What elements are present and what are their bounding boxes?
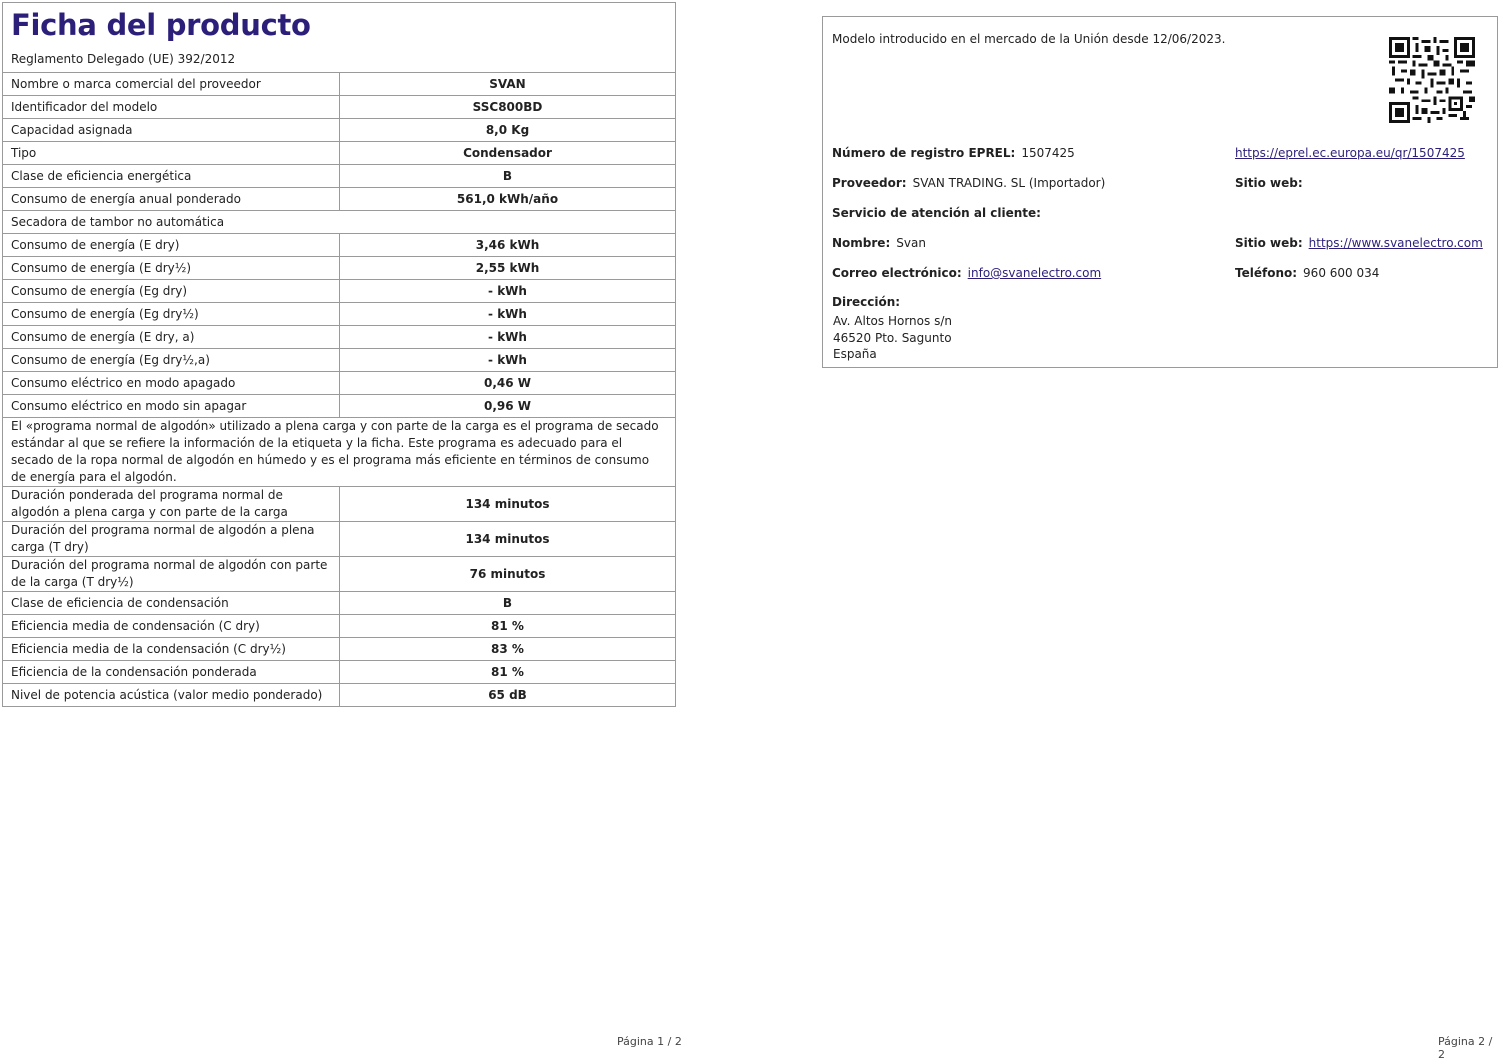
table-row bbox=[3, 615, 675, 638]
eprel-row bbox=[832, 146, 1075, 160]
row-value: 3,46 kWh bbox=[340, 234, 676, 257]
row-label: Eficiencia media de la condensación (C dry½) bbox=[3, 638, 340, 661]
table-row bbox=[3, 303, 675, 326]
row-label: Consumo de energía (Eg dry½) bbox=[3, 303, 340, 326]
row-label: Consumo eléctrico en modo apagado bbox=[3, 372, 340, 395]
row-label: Consumo de energía (Eg dry) bbox=[3, 280, 340, 303]
table-row bbox=[3, 487, 675, 522]
supplier-name: SVAN TRADING. SL (Importador) bbox=[912, 176, 1106, 190]
table-row bbox=[3, 661, 675, 684]
row-value: 134 minutos bbox=[340, 487, 676, 522]
row-value: SSC800BD bbox=[340, 96, 676, 119]
address-line: 46520 Pto. Sagunto bbox=[833, 330, 952, 345]
sheet-header bbox=[3, 3, 675, 73]
row-value: SVAN bbox=[340, 73, 676, 96]
row-label: Clase de eficiencia energética bbox=[3, 165, 340, 188]
website-link[interactable]: https://www.svanelectro.com bbox=[1308, 236, 1483, 250]
row-label: Consumo eléctrico en modo sin apagar bbox=[3, 395, 340, 418]
row-label: Consumo de energía (E dry, a) bbox=[3, 326, 340, 349]
page-title: Ficha del producto bbox=[11, 8, 311, 42]
table-row bbox=[3, 372, 675, 395]
address-heading-row bbox=[832, 295, 906, 309]
table-row bbox=[3, 349, 675, 372]
row-label: Clase de eficiencia de condensación bbox=[3, 592, 340, 615]
table-row bbox=[3, 165, 675, 188]
address-label: Dirección: bbox=[832, 295, 901, 309]
row-value: B bbox=[340, 165, 676, 188]
table-row bbox=[3, 557, 675, 592]
page-number-2: Página 2 / 2 bbox=[1438, 1035, 1493, 1061]
table-row bbox=[3, 592, 675, 615]
drum-note: Secadora de tambor no automática bbox=[3, 211, 675, 234]
table-row bbox=[3, 522, 675, 557]
row-label: Eficiencia de la condensación ponderada bbox=[3, 661, 340, 684]
service-label: Servicio de atención al cliente: bbox=[832, 206, 1041, 220]
row-label: Consumo de energía (Eg dry½,a) bbox=[3, 349, 340, 372]
market-intro-text: Modelo introducido en el mercado de la Unión desde 12/06/2023. bbox=[832, 32, 1226, 46]
row-value: - kWh bbox=[340, 303, 676, 326]
service-row bbox=[832, 206, 1047, 220]
table-row bbox=[3, 684, 675, 707]
supplier-info-panel bbox=[822, 16, 1498, 368]
spec-table bbox=[3, 73, 675, 706]
email-row bbox=[832, 266, 1101, 280]
name-label: Nombre: bbox=[832, 236, 891, 250]
row-value: 8,0 Kg bbox=[340, 119, 676, 142]
row-value: B bbox=[340, 592, 676, 615]
contact-name: Svan bbox=[896, 236, 926, 250]
table-row bbox=[3, 142, 675, 165]
table-row bbox=[3, 280, 675, 303]
eprel-number: 1507425 bbox=[1021, 146, 1075, 160]
service-website-row bbox=[1235, 236, 1483, 250]
row-value: 76 minutos bbox=[340, 557, 676, 592]
row-label: Capacidad asignada bbox=[3, 119, 340, 142]
table-row bbox=[3, 119, 675, 142]
email-link[interactable]: info@svanelectro.com bbox=[967, 266, 1102, 280]
page-number-1: Página 1 / 2 bbox=[617, 1035, 682, 1048]
program-note: El «programa normal de algodón» utilizado a plena carga y con parte de la carga es el programa de secado estándar al que se refiere la información de la etiqueta y la ficha. Este programa es adecuado para el secado de la ropa normal de algodón en húmedo y es el programa más eficiente en términos de consumo de energía para el algodón. bbox=[3, 418, 675, 487]
phone-row bbox=[1235, 266, 1379, 280]
row-value: 83 % bbox=[340, 638, 676, 661]
product-sheet bbox=[2, 2, 676, 707]
row-label: Consumo de energía anual ponderado bbox=[3, 188, 340, 211]
address-line: España bbox=[833, 347, 877, 361]
row-value: - kWh bbox=[340, 349, 676, 372]
row-label: Consumo de energía (E dry½) bbox=[3, 257, 340, 280]
table-row bbox=[3, 188, 675, 211]
email-label: Correo electrónico: bbox=[832, 266, 962, 280]
row-value: 0,46 W bbox=[340, 372, 676, 395]
eprel-link[interactable]: https://eprel.ec.europa.eu/qr/1507425 bbox=[1235, 146, 1465, 160]
row-value: - kWh bbox=[340, 326, 676, 349]
row-value: - kWh bbox=[340, 280, 676, 303]
row-value: 2,55 kWh bbox=[340, 257, 676, 280]
row-label: Duración del programa normal de algodón con parte de la carga (T dry½) bbox=[3, 557, 340, 592]
table-row bbox=[3, 638, 675, 661]
supplier-label: Proveedor: bbox=[832, 176, 907, 190]
website-row bbox=[1235, 176, 1309, 190]
table-row bbox=[3, 395, 675, 418]
row-value: 0,96 W bbox=[340, 395, 676, 418]
qr-code-icon[interactable] bbox=[1389, 37, 1475, 123]
row-label: Nombre o marca comercial del proveedor bbox=[3, 73, 340, 96]
program-note-row bbox=[3, 418, 675, 487]
contact-name-row bbox=[832, 236, 926, 250]
row-value: 134 minutos bbox=[340, 522, 676, 557]
row-label: Duración del programa normal de algodón a plena carga (T dry) bbox=[3, 522, 340, 557]
website2-label: Sitio web: bbox=[1235, 236, 1303, 250]
website-label: Sitio web: bbox=[1235, 176, 1303, 190]
table-row bbox=[3, 326, 675, 349]
address-line: Av. Altos Hornos s/n bbox=[833, 314, 952, 328]
table-row bbox=[3, 234, 675, 257]
row-value: 81 % bbox=[340, 661, 676, 684]
drum-note-row bbox=[3, 211, 675, 234]
row-value: 65 dB bbox=[488, 687, 527, 702]
row-label: Identificador del modelo bbox=[3, 96, 340, 119]
table-row bbox=[3, 257, 675, 280]
table-row bbox=[3, 96, 675, 119]
supplier-row bbox=[832, 176, 1105, 190]
row-label: Duración ponderada del programa normal de algodón a plena carga y con parte de la carga bbox=[3, 487, 340, 522]
row-value: 81 % bbox=[340, 615, 676, 638]
phone-label: Teléfono: bbox=[1235, 266, 1298, 280]
eprel-link-row bbox=[1235, 146, 1465, 160]
row-value: 561,0 kWh/año bbox=[340, 188, 676, 211]
row-label: Nivel de potencia acústica (valor medio ponderado) bbox=[3, 684, 340, 707]
row-label: Consumo de energía (E dry) bbox=[3, 234, 340, 257]
row-label: Eficiencia media de condensación (C dry) bbox=[3, 615, 340, 638]
row-label: Tipo bbox=[3, 142, 340, 165]
regulation-text: Reglamento Delegado (UE) 392/2012 bbox=[11, 52, 236, 66]
eprel-label: Número de registro EPREL: bbox=[832, 146, 1016, 160]
address-block bbox=[833, 313, 952, 363]
row-value: Condensador bbox=[340, 142, 676, 165]
table-row bbox=[3, 73, 675, 96]
phone-number: 960 600 034 bbox=[1303, 266, 1380, 280]
